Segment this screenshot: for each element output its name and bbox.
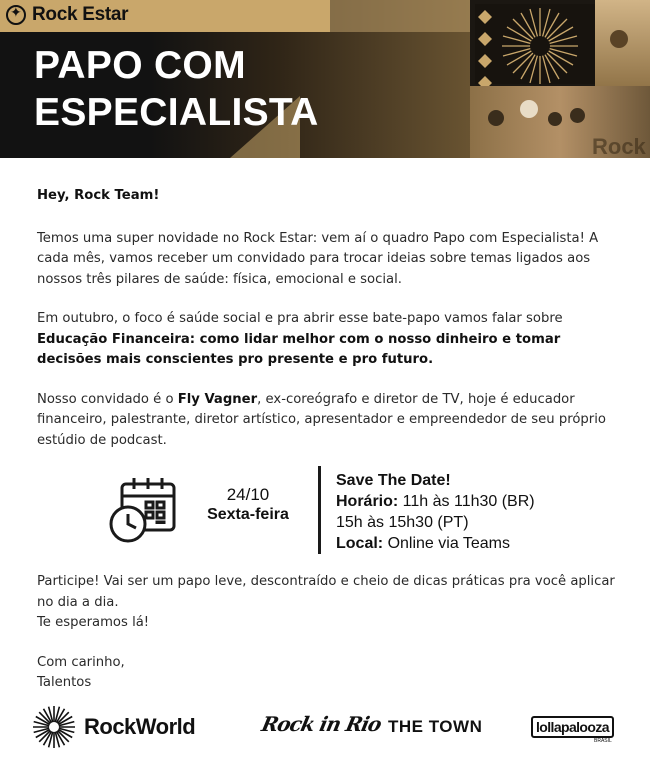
event-location — [336, 533, 535, 554]
rock-estar-logo — [6, 4, 128, 26]
event-time-br — [336, 491, 535, 512]
closing-wait: Te esperamos lá! — [37, 615, 150, 630]
location-label: Local: — [336, 535, 384, 552]
lollapalooza-logo: lollapalooza — [531, 716, 614, 738]
save-the-date-title: Save The Date! — [336, 472, 451, 489]
brand-name: Rock Estar — [32, 4, 129, 25]
sunburst-icon — [500, 6, 580, 86]
email-body — [37, 186, 617, 451]
guest-bio: , ex-coreógrafo e diretor de TV, hoje é educador financeiro, palestrante, diretor artístico, apresentador e empreendedor de seu próprio estúdio de podcast. — [37, 391, 606, 448]
event-block — [108, 466, 588, 554]
closing-invite: Participe! Vai ser um papo leve, descontraído e cheio de dicas práticas pra você aplicar no dia a dia. — [37, 574, 615, 610]
calendar-clock-icon — [108, 476, 178, 546]
date-value: 24/10 — [226, 485, 270, 504]
the-town-logo: THE TOWN — [388, 717, 483, 736]
greeting: Hey, Rock Team! — [37, 188, 160, 203]
topic-bold: Educação Financeira: como lidar melhor com o nosso dinheiro e tomar decisões mais conscientes pro presente e pro futuro. — [37, 331, 561, 367]
event-details — [336, 470, 535, 554]
lollapalooza-brasil-label: BRASIL — [594, 738, 612, 744]
footer-logos — [0, 700, 650, 760]
header-banner — [0, 0, 650, 158]
signature: Talentos — [37, 675, 92, 690]
event-divider — [318, 466, 321, 554]
diamond-decor-icon — [478, 10, 492, 90]
time-label: Horário: — [336, 493, 399, 510]
event-time-pt: 15h às 15h30 (PT) — [336, 514, 469, 531]
weekday-value: Sexta-feira — [207, 506, 289, 523]
rockworld-logo: RockWorld — [84, 714, 196, 739]
guest-intro: Nosso convidado é o — [37, 391, 178, 407]
rockworld-sun-icon — [32, 705, 76, 749]
person-head — [488, 110, 504, 126]
person-head — [610, 30, 628, 48]
topic-text: Em outubro, o foco é saúde social e pra abrir esse bate-papo vamos falar sobre — [37, 311, 563, 326]
event-date — [194, 485, 302, 525]
title-line-2: ESPECIALISTA — [34, 91, 319, 134]
person-head — [570, 108, 585, 123]
rock-in-rio-logo: Rock in Rio — [259, 712, 384, 736]
page-title — [34, 42, 319, 136]
mascot-head — [520, 100, 538, 118]
title-line-1: PAPO COM — [34, 44, 246, 87]
closing-section — [37, 572, 617, 694]
paragraph-guest — [37, 390, 617, 452]
banner-top-strip-photo — [330, 0, 470, 32]
sign-off: Com carinho, — [37, 654, 125, 670]
paragraph-topic — [37, 309, 617, 371]
person-head — [548, 112, 562, 126]
rock-watermark: Rock — [592, 134, 646, 158]
star-logo-icon — [6, 5, 26, 25]
guest-name: Fly Vagner — [177, 391, 258, 407]
location-value: Online via Teams — [383, 535, 510, 552]
time-br: 11h às 11h30 (BR) — [398, 493, 535, 510]
paragraph-intro: Temos uma super novidade no Rock Estar: vem aí o quadro Papo com Especialista! A cada mês, vamos receber um convidado para trocar ideias sobre temas ligados aos nossos três pilares de saúde: física, emocional e social. — [37, 230, 599, 287]
